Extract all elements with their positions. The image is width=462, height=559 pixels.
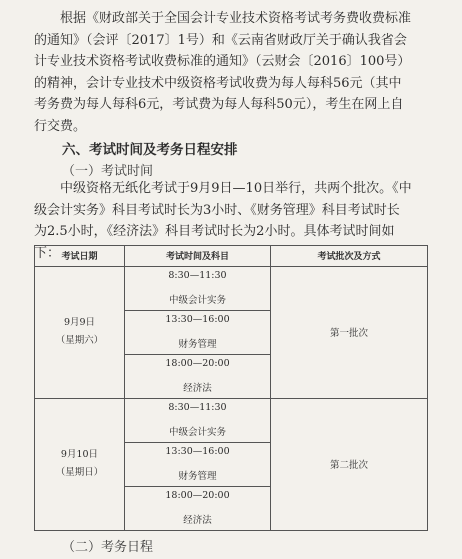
slot-cell [125, 354, 271, 398]
exam-schedule-table [34, 245, 428, 531]
slot-subject: 财务管理 [178, 471, 217, 483]
weekday: （星期日） [55, 467, 104, 479]
date-cell [35, 266, 125, 398]
batch-cell: 第二批次 [271, 398, 428, 530]
batch-cell: 第一批次 [271, 266, 428, 398]
slot-time: 18:00—20:00 [165, 490, 230, 502]
slot-subject: 财务管理 [178, 339, 217, 351]
slot-time: 13:30—16:00 [165, 314, 230, 326]
table-row [35, 266, 428, 310]
weekday: （星期六） [55, 335, 104, 347]
slot-cell [125, 398, 271, 442]
slot-cell [125, 266, 271, 310]
subsection-title-exam-schedule: （二）考务日程 [62, 540, 154, 555]
date: 9月10日 [60, 449, 99, 461]
slot-subject: 中级会计实务 [168, 427, 226, 439]
slot-cell [125, 442, 271, 486]
slot-time: 8:30—11:30 [168, 270, 227, 282]
slot-time: 8:30—11:30 [168, 402, 227, 414]
slot-cell [125, 486, 271, 530]
header-time-subject: 考试时间及科目 [125, 246, 271, 267]
subsection-title-exam-time: （一）考试时间 [62, 164, 154, 179]
table-row [35, 398, 428, 442]
slot-cell [125, 310, 271, 354]
slot-subject: 中级会计实务 [168, 295, 226, 307]
table-header-row [35, 246, 428, 267]
section-title: 六、考试时间及考务日程安排 [62, 142, 238, 158]
slot-subject: 经济法 [183, 383, 212, 395]
slot-time: 18:00—20:00 [165, 358, 230, 370]
header-batch-method: 考试批次及方式 [271, 246, 428, 267]
header-date: 考试日期 [35, 246, 125, 267]
slot-subject: 经济法 [183, 515, 212, 527]
intro-paragraph: 根据《财政部关于全国会计专业技术资格考试考务费收费标准的通知》（会评〔2017〕1号）和《云南省财政厅关于确认我省会计专业技术资格考试收费标准的通知》（云财会〔2016〕100号）的精神，会计专业技术中级资格考试收费为每人每科56元（其中考务费为每人每科6元，考试费为每人每科50元），考生在网上自行交费。 [34, 11, 412, 134]
exam-time-paragraph: 中级资格无纸化考试于9月9日—10日举行，共两个批次。《中级会计实务》科目考试时长为3小时、《财务管理》科目考试时长为2.5小时，《经济法》科目考试时长为2小时。具体考试时间如下： [34, 181, 412, 261]
slot-time: 13:30—16:00 [165, 446, 230, 458]
date: 9月9日 [63, 317, 96, 329]
date-cell [35, 398, 125, 530]
